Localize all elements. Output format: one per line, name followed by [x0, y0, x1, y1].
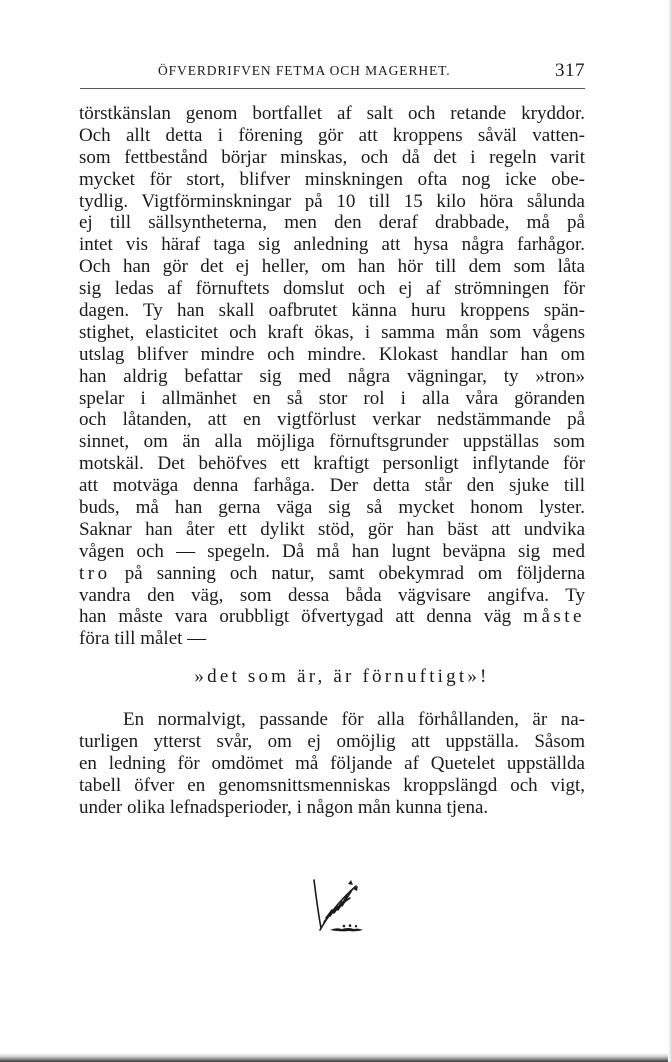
- text-line: under olika lefnadsperioder, i någon mån kunna tjena.: [79, 796, 489, 818]
- text-line: föra till målet —: [79, 628, 207, 650]
- line-22-rest: på sanning och natur, samt obekymrad om följderna: [110, 562, 585, 584]
- text-line: tabell öfver en genomsnittsmenniskas kroppslängd och vigt,: [79, 774, 585, 796]
- leaf-ornament-icon: [304, 876, 366, 934]
- text-line: spelar i allmänhet en så stor rol i alla våra göranden: [79, 387, 585, 409]
- text-line: tydlig. Vigtförminskningar på 10 till 15 kilo höra sålunda: [79, 190, 585, 212]
- paragraph-1: [79, 103, 585, 650]
- text-line: vågen och — spegeln. Då må han lugnt beväpna sig med: [79, 540, 585, 562]
- spaced-word-maste: måste: [523, 606, 585, 628]
- running-head: ÖFVERDRIFVEN FETMA OCH MAGERHET.: [158, 63, 451, 78]
- line-24-start: han måste vara orubbligt öfvertygad att denna väg: [79, 606, 524, 628]
- text-line: stighet, elasticitet och kraft ökas, i samma mån som vågens: [79, 321, 585, 343]
- text-line: motskäl. Det behöfves ett kraftigt personligt inflytande för: [79, 453, 585, 475]
- text-line-22: [79, 563, 585, 585]
- text-line: sinnet, om än alla möjliga förnuftsgrunder uppställas som: [79, 431, 585, 453]
- text-line: ej till sällsyntheterna, men den deraf drabbade, må på: [79, 212, 585, 234]
- text-line: vandra den väg, som dessa båda vägvisare angifva. Ty: [79, 584, 585, 606]
- page-bottom-edge: [0, 1053, 672, 1062]
- text-line: Och allt detta i förening gör att kroppens såväl vatten-: [79, 124, 585, 146]
- text-line: En normalvigt, passande för alla förhållanden, är na-: [123, 709, 585, 730]
- text-line: Och han gör det ej heller, om han hör till dem som låta: [79, 256, 585, 278]
- text-line: sig ledas af förnuftets domslut och ej af strömningen för: [79, 278, 585, 300]
- header-rule: [80, 88, 585, 89]
- text-line: som fettbestånd börjar minskas, och då det i regeln varit: [79, 146, 585, 168]
- spaced-word-tro: tro: [79, 562, 111, 584]
- text-line: han aldrig befattar sig med några vägningar, ty »tron»: [79, 365, 585, 387]
- text-line: dagen. Ty han skall oafbrutet känna huru kroppens spän-: [79, 300, 585, 322]
- page-right-edge: [668, 0, 672, 1062]
- text-line: utslag blifver mindre och mindre. Klokast handlar han om: [79, 343, 585, 365]
- text-line: törstkänslan genom bortfallet af salt och retande kryddor.: [79, 103, 585, 124]
- paragraph-2: [79, 709, 585, 818]
- text-line: en ledning för omdömet må följande af Quetelet uppställda: [79, 752, 585, 774]
- page-number: 317: [555, 60, 585, 81]
- page-header: [80, 60, 585, 86]
- text-line: att motväga denna farhåga. Der detta står den sjuke till: [79, 475, 585, 497]
- text-line: mycket för stort, blifver minskningen ofta nog icke obe-: [79, 168, 585, 190]
- motto-quote: »det som är, är förnuftigt»!: [194, 666, 490, 687]
- text-line: turligen ytterst svår, om ej omöjlig att uppställa. Såsom: [79, 730, 585, 752]
- text-line: intet vis häraf taga sig anledning att hysa några farhågor.: [79, 234, 585, 256]
- text-line: och låtanden, att en vigtförlust verkar nedstämmande på: [79, 409, 585, 431]
- text-line: Saknar han åter ett dylikt stöd, gör han bäst att undvika: [79, 518, 585, 540]
- text-line-24: [79, 606, 585, 628]
- text-line: buds, må han gerna väga sig så mycket honom lyster.: [79, 497, 585, 519]
